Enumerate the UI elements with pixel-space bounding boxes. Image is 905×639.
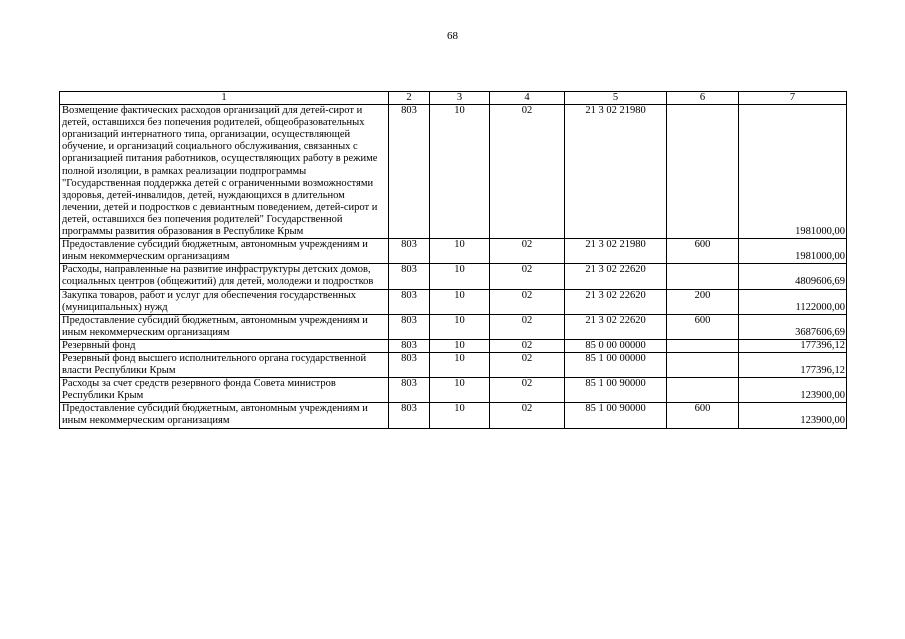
subsection-code: 02 [490,239,565,264]
column-header: 6 [667,92,739,105]
ministry-code: 803 [389,352,430,377]
ministry-code: 803 [389,403,430,428]
subsection-code: 02 [490,352,565,377]
expense-type-code [667,352,739,377]
budget-table [59,91,847,429]
expense-type-code [667,264,739,289]
target-code: 85 1 00 90000 [565,378,667,403]
row-name: Возмещение фактических расходов организаций для детей-сирот и детей, оставшихся без попечения родителей, общеобразовательных организаций интернатного типа, организации, осуществляющей обучение, и организаций социального обслуживания, связанных с организацией питания работников, осуществляющих работу в режиме полной изоляции, в рамках реализации подпрограммы "Государственная поддержка детей с ограниченными возможностями здоровья, детей-инвалидов, детей, нуждающихся в длительном лечении, детей и подростков с девиантным поведением, детей-сирот и детей, оставшихся без попечения родителей" Государственной программы развития образования в Республике Крым [60,105,389,239]
target-code: 21 3 02 21980 [565,105,667,239]
ministry-code: 803 [389,314,430,339]
table-row [60,339,847,352]
target-code: 21 3 02 22620 [565,289,667,314]
ministry-code: 803 [389,378,430,403]
expense-type-code: 600 [667,239,739,264]
target-code: 21 3 02 22620 [565,264,667,289]
ministry-code: 803 [389,105,430,239]
column-header: 3 [430,92,490,105]
subsection-code: 02 [490,403,565,428]
table-row [60,239,847,264]
row-name: Расходы за счет средств резервного фонда Совета министров Республики Крым [60,378,389,403]
row-name: Предоставление субсидий бюджетным, автономным учреждениям и иным некоммерческим организациям [60,239,389,264]
amount: 123900,00 [739,378,847,403]
amount: 4809606,69 [739,264,847,289]
row-name: Резервный фонд [60,339,389,352]
subsection-code: 02 [490,339,565,352]
column-header: 5 [565,92,667,105]
column-header: 4 [490,92,565,105]
column-header: 1 [60,92,389,105]
row-name: Предоставление субсидий бюджетным, автономным учреждениям и иным некоммерческим организациям [60,314,389,339]
section-code: 10 [430,289,490,314]
target-code: 85 1 00 90000 [565,403,667,428]
table-row [60,352,847,377]
row-name: Предоставление субсидий бюджетным, автономным учреждениям и иным некоммерческим организациям [60,403,389,428]
amount: 1981000,00 [739,105,847,239]
expense-type-code: 600 [667,403,739,428]
ministry-code: 803 [389,289,430,314]
expense-type-code: 600 [667,314,739,339]
subsection-code: 02 [490,378,565,403]
amount: 1981000,00 [739,239,847,264]
row-name: Закупка товаров, работ и услуг для обеспечения государственных (муниципальных) нужд [60,289,389,314]
subsection-code: 02 [490,264,565,289]
amount: 1122000,00 [739,289,847,314]
amount: 177396,12 [739,339,847,352]
table-row [60,314,847,339]
column-header: 2 [389,92,430,105]
amount: 177396,12 [739,352,847,377]
section-code: 10 [430,105,490,239]
section-code: 10 [430,378,490,403]
expense-type-code: 200 [667,289,739,314]
row-name: Резервный фонд высшего исполнительного органа государственной власти Республики Крым [60,352,389,377]
target-code: 21 3 02 21980 [565,239,667,264]
amount: 3687606,69 [739,314,847,339]
row-name: Расходы, направленные на развитие инфраструктуры детских домов, социальных центров (общежитий) для детей, молодежи и подростков [60,264,389,289]
section-code: 10 [430,314,490,339]
section-code: 10 [430,239,490,264]
table-row [60,289,847,314]
section-code: 10 [430,403,490,428]
target-code: 85 1 00 00000 [565,352,667,377]
target-code: 85 0 00 00000 [565,339,667,352]
expense-type-code [667,378,739,403]
subsection-code: 02 [490,289,565,314]
target-code: 21 3 02 22620 [565,314,667,339]
expense-type-code [667,105,739,239]
table-row [60,403,847,428]
page-number: 68 [447,30,458,42]
table-row [60,378,847,403]
ministry-code: 803 [389,239,430,264]
header-row [60,92,847,105]
section-code: 10 [430,339,490,352]
column-header: 7 [739,92,847,105]
expense-type-code [667,339,739,352]
ministry-code: 803 [389,339,430,352]
amount: 123900,00 [739,403,847,428]
section-code: 10 [430,264,490,289]
subsection-code: 02 [490,314,565,339]
section-code: 10 [430,352,490,377]
table-row [60,264,847,289]
ministry-code: 803 [389,264,430,289]
subsection-code: 02 [490,105,565,239]
table-row [60,105,847,239]
